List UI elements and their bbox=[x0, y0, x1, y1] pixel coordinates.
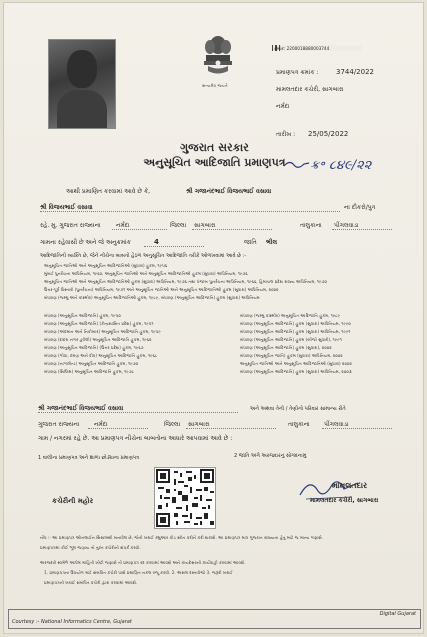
list-item: બંધારણ (જમ્મુ કાશ્મીર) અનુસૂચિત આદિજાતિ હુકમ, ૧૯૮૯ bbox=[240, 313, 341, 318]
father-name-underline bbox=[40, 211, 340, 212]
resident-village: પીંગલવાડા bbox=[324, 421, 349, 428]
taluka-value: સાગબારા bbox=[194, 222, 216, 229]
resident-name-underline bbox=[38, 412, 238, 413]
order-line-3: અનુસૂચિત જાતિઓ અને અનુસૂચિત આદિજાતિઓ હુકમ (સુધારા) અધિનિયમ, ૧૯૭૬ તથા પંજાબ પુનર્રચના અધિનિયમ, ૧૯૬૬, હિમાચલ પ્રદેશ રાજ્ય અધિનિયમ, ૧૯૭૦ bbox=[44, 279, 328, 284]
relation-text: ના દીકરો/પુત્ર bbox=[344, 204, 376, 211]
government-title: ગુજરાત સરકાર bbox=[180, 141, 249, 154]
office-seal-label: કચેરીની મહોર bbox=[52, 497, 94, 505]
order-line-4: ઉત્તર-પૂર્વ વિસ્તારો (પુનર્રચના) અધિનિયમ, ૧૯૭૧ અને અનુસૂચિત જાતિઓ અને અનુસૂચિત આદિજાતિઓ હુકમ (સુધારા) અધિનિયમ, ૨૦૦૨ bbox=[44, 287, 279, 292]
resident-taluka-underline bbox=[186, 428, 276, 429]
list-item: અનુસૂચિત જાતિઓ અને અનુસૂચિત આદિજાતિઓ (સુધારા) ૨૦૦૨ bbox=[240, 361, 352, 366]
tribe-value: ભીલ bbox=[266, 239, 278, 246]
footer-box bbox=[8, 609, 421, 629]
date-label: તારીખ : bbox=[276, 131, 296, 138]
list-item: બંધારણ (ગોવા, દમણ અને દીવ) અનુસૂચિત આદિજાતિ હુકમ, ૧૯૬૮ bbox=[44, 353, 158, 358]
serial-underline bbox=[144, 246, 204, 247]
certificate-number-label: પ્રમાણપત્ર ક્રમાંક : bbox=[276, 69, 319, 76]
footer-courtesy: Courtesy :- National Informatics Centre, Gujarat bbox=[12, 619, 132, 625]
basis-intro: ગામ / નગરમાં રહે છે. આ પ્રમાણપત્ર નીચેના બાબતોના આધારે આપવામાં આવે છે : bbox=[38, 435, 233, 442]
resident-taluka-label: તાલુકાના bbox=[288, 421, 310, 428]
serial-prefix: ગામના રહેવાસી છે અને જે અનુક્રમાંક bbox=[40, 239, 131, 246]
district-underline bbox=[112, 229, 167, 230]
note-line-1: નોંધ :- આ પ્રમાણપત્ર ઓનલાઈન સિસ્ટમથી બનાવેલ છે, જેની ખરાઈ ક્યુઆર કોડ સ્કેન કરીને કરી શકાશે. આ પ્રમાણપત્ર માત્ર ગુજરાત રાજ્યના હેતુ માટે જ માન્ય ગણાશે. bbox=[40, 535, 324, 540]
list-item: બંધારણ (અનુસૂચિત આદિજાતિ) હુકમ (બીજો સુધારો), ૧૯૯૧ bbox=[240, 337, 342, 342]
note-line-4: પ્રમાણપત્રની ખરાઈ સંબંધિત કચેરી દ્વારા કરવામાં આવશે. bbox=[44, 580, 138, 585]
order-line-1: અનુસૂચિત જાતિઓ અને અનુસૂચિત આદિજાતિઓ (સુધારા) હુકમ, ૧૯૫૬ bbox=[44, 263, 168, 268]
list-item: બંધારણ (સિક્કિમ) અનુસૂચિત આદિજાતિ હુકમ, ૧૯૭૮ bbox=[44, 369, 135, 374]
office-line-2: નર્મદા bbox=[276, 103, 290, 110]
footer-brand: Digital Gujarat bbox=[379, 611, 416, 617]
resident-taluka: સાગબારા bbox=[188, 421, 210, 428]
national-emblem-icon bbox=[198, 33, 238, 87]
certificate-number: 3744/2022 bbox=[336, 68, 374, 76]
officer-office: મામલતદાર કચેરી, સાગબારા bbox=[310, 497, 379, 504]
list-item: બંધારણ (અંદમાન અને નિકોબાર) અનુસૂચિત આદિજાતિ હુકમ, ૧૯૫૯ bbox=[44, 329, 161, 334]
resident-district: નર્મદા bbox=[94, 421, 108, 428]
orders-intro: આદિજાતિની વ્યક્તિ છે, જેને નીચેના બાબતો હેઠળ અનુસૂચિત આદિજાતિ તરીકે ઓળખવામાં આવે છે :- bbox=[40, 253, 247, 259]
list-item: બંધારણ (અનુસૂચિત આદિજાતિ) હુકમ, ૧૯૫૦ bbox=[44, 313, 121, 318]
officer-title: મામલતદાર bbox=[332, 481, 368, 490]
issue-date: 25/05/2022 bbox=[308, 130, 349, 138]
taluka-label: તાલુકાના bbox=[300, 222, 322, 229]
order-line-5: બંધારણ (જમ્મુ અને કાશ્મીર) અનુસૂચિત આદિજાતિઓ હુકમ, ૧૯૮૯, બંધારણ (અનુસૂચિત આદિજાતિ) હુકમ (સુધારા) અધિનિયમ bbox=[44, 295, 260, 300]
list-item: બંધારણ (અનુસૂચિત આદિજાતિ) (ઉત્તર પ્રદેશ) હુકમ, ૧૯૬૭ bbox=[44, 345, 144, 350]
resident-district-label: જિલ્લા bbox=[164, 421, 181, 428]
list-item: બંધારણ (નાગાલેન્ડ) અનુસૂચિત આદિજાતિ હુકમ, ૧૯૭૦ bbox=[44, 361, 139, 366]
list-item: બંધારણ (અનુસૂચિત આદિજાતિ) હુકમ (સુધારા) અધિનિયમ, ૨૦૦૩ bbox=[240, 369, 352, 374]
note-line-3: 1. પ્રમાણપત્રના ઉપયોગ માટે સંબંધિત કચેરી પાસે પ્રમાણિત નકલ રજૂ કરવી. 2. અસલ દસ્તાવેજો 3. જરૂરી ખરાઈ bbox=[44, 570, 233, 575]
village-underline bbox=[332, 229, 392, 230]
resident-name: શ્રી ગજાનંદભાઈ વિજયભાઈ વસાવા bbox=[38, 405, 124, 412]
list-item: બંધારણ (દાદરા નગર હવેલી) અનુસૂચિત આદિજાતિ હુકમ, ૧૯૬૨ bbox=[44, 337, 152, 342]
applicant-photo bbox=[48, 39, 116, 129]
intro-text: આથી પ્રમાણિત કરવામાં આવે છે કે, bbox=[66, 188, 151, 195]
serial-number: 4 bbox=[154, 238, 159, 246]
photo-head-shape bbox=[67, 50, 97, 88]
residence-prefix: રહે. મુ. ગુજરાત રાજ્યના bbox=[40, 222, 101, 229]
office-line-1: મામલતદાર કચેરી, સાગબારા bbox=[276, 86, 344, 93]
verification-qr-code bbox=[154, 467, 216, 529]
taluka-underline bbox=[192, 229, 272, 230]
resident-suffix: અને અથવા તેની / તેણીનો પરિવાર સામાન્ય રીતે bbox=[250, 406, 346, 412]
list-item: બંધારણ (અનુસૂચિત આદિજાતિ) હુકમ (સુધારા) અધિનિયમ, ૧૯૯૦ bbox=[240, 321, 351, 326]
applicant-name: શ્રી ગજાનંદભાઈ વિજયભાઈ વસાવા bbox=[186, 188, 272, 195]
order-line-2: મુંબઈ પુનર્રચના અધિનિયમ, ૧૯૬૦, અનુસૂચિત જાતિઓ અને અનુસૂચિત આદિજાતિઓ હુકમ (સુધારા) અધિનિયમ, ૧૯૭૬ bbox=[44, 271, 248, 276]
photo-body-shape bbox=[57, 90, 107, 128]
certificate-title: અનુસૂચિત આદિજાતિ પ્રમાણપત્ર bbox=[143, 156, 286, 169]
note-line-1b: પ્રમાણપત્રમાં કોઈ ભૂલ જણાય તો તુરંત કચેરીનો સંપર્ક કરવો. bbox=[40, 545, 141, 550]
list-item: બંધારણ (અનુસૂચિત જાતિ) હુકમ (સુધારા) અધિનિયમ, ૨૦૦૨ bbox=[240, 353, 343, 358]
district-label: જિલ્લા bbox=[170, 222, 187, 229]
list-item: બંધારણ (અનુસૂચિત આદિજાતિ) હુકમ (સુધારા), ૨૦૦૨ bbox=[240, 345, 332, 350]
qr-code-icon bbox=[156, 469, 214, 527]
handwritten-number: ક્ર॰ ૮૪૯/૨૨ bbox=[310, 158, 372, 173]
list-item: બંધારણ (અનુસૂચિત આદિજાતિ) (કેન્દ્રશાસિત પ્રદેશ) હુકમ, ૧૯૫૧ bbox=[44, 321, 154, 326]
tribe-label: જાતિ bbox=[244, 239, 257, 246]
resident-state-prefix: ગુજરાત રાજ્યના bbox=[38, 421, 80, 428]
note-line-2: અરજદારે સ્વમેળે આપેલ માહિતી ખોટી જણાશે તો પ્રમાણપત્ર રદ કરવામાં આવશે અને કાયદેસરની કાર્યવાહી કરવામાં આવશે. bbox=[40, 560, 246, 565]
certificate-page bbox=[3, 2, 424, 634]
village-value: પીંગલવાડા bbox=[334, 222, 359, 229]
resident-village-underline bbox=[322, 428, 392, 429]
basis-item-1: 1 વાલીના પ્રમાણપત્ર અને શાળા છોડ્યાના પ્રમાણપત્ર bbox=[38, 455, 140, 461]
father-name: શ્રી વિજયભાઈ વસાવા bbox=[40, 204, 93, 211]
resident-district-underline bbox=[88, 428, 148, 429]
district-value: નર્મદા bbox=[116, 222, 130, 229]
emblem-caption: સત્યમેવ જયતે bbox=[202, 83, 228, 88]
barcode-number: ક્રમાંક: 2200018880003744 bbox=[274, 46, 330, 51]
list-item: બંધારણ (અનુસૂચિત આદિજાતિ) હુકમ (સુધારા) અધિનિયમ, ૧૯૯૧ bbox=[240, 329, 351, 334]
basis-item-2: 2 જાતિ અંગે અરજદારનું સોગંદનામું bbox=[234, 453, 307, 459]
